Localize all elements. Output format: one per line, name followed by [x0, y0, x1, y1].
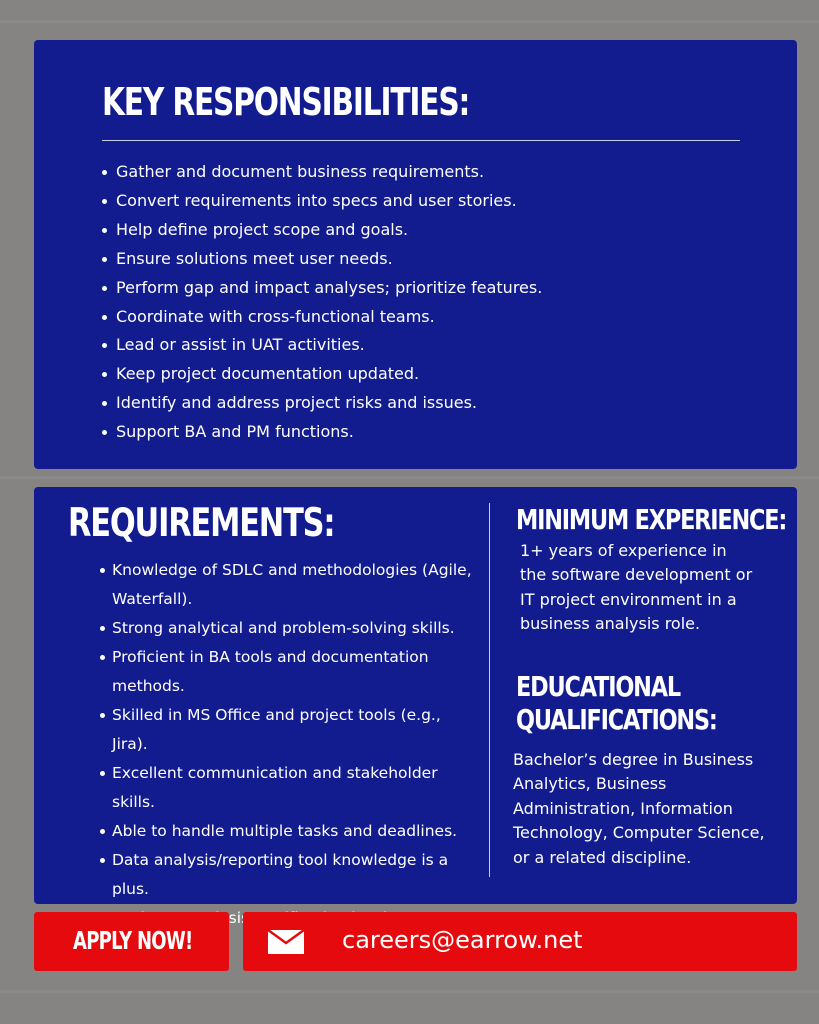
- list-item: Lead or assist in UAT activities.: [102, 331, 542, 360]
- minimum-experience-heading: MINIMUM EXPERIENCE:: [516, 503, 787, 536]
- envelope-icon: [268, 930, 304, 954]
- list-item: Excellent communication and stakeholder skills.: [78, 759, 478, 817]
- apply-now-label: APPLY NOW!: [73, 926, 193, 955]
- apply-now-button[interactable]: [34, 912, 229, 971]
- list-item: Knowledge of SDLC and methodologies (Agile, Waterfall).: [78, 556, 478, 614]
- list-item: Data analysis/reporting tool knowledge is a plus.: [78, 846, 478, 904]
- list-item: Skilled in MS Office and project tools (e.g., Jira).: [78, 701, 478, 759]
- education-text: Bachelor’s degree in Business Analytics, Business Administration, Information Technology, Computer Science, or a related discipline.: [513, 750, 765, 867]
- heading-divider: [102, 140, 740, 141]
- list-item: Gather and document business requirements.: [102, 158, 542, 187]
- list-item: Coordinate with cross-functional teams.: [102, 303, 542, 332]
- list-item: Able to handle multiple tasks and deadlines.: [78, 817, 478, 846]
- responsibilities-list: [102, 158, 542, 447]
- list-item: Proficient in BA tools and documentation methods.: [78, 643, 478, 701]
- list-item: Strong analytical and problem-solving skills.: [78, 614, 478, 643]
- requirements-heading: REQUIREMENTS:: [68, 501, 335, 546]
- education-heading: EDUCATIONAL QUALIFICATIONS:: [516, 670, 717, 736]
- key-responsibilities-heading: KEY RESPONSIBILITIES:: [102, 80, 470, 124]
- list-item: Help define project scope and goals.: [102, 216, 542, 245]
- requirements-list: [78, 556, 478, 933]
- column-divider: [489, 503, 490, 877]
- minimum-experience-text: 1+ years of experience in the software development or IT project environment in a business analysis role.: [520, 541, 753, 634]
- list-item: Identify and address project risks and issues.: [102, 389, 542, 418]
- email-address[interactable]: careers@earrow.net: [342, 926, 583, 954]
- list-item: Perform gap and impact analyses; prioritize features.: [102, 274, 542, 303]
- email-contact-button[interactable]: [243, 912, 797, 971]
- list-item: Keep project documentation updated.: [102, 360, 542, 389]
- list-item: Ensure solutions meet user needs.: [102, 245, 542, 274]
- requirements-panel: [34, 487, 797, 904]
- key-responsibilities-panel: [34, 40, 797, 469]
- list-item: Convert requirements into specs and user stories.: [102, 187, 542, 216]
- list-item: Support BA and PM functions.: [102, 418, 542, 447]
